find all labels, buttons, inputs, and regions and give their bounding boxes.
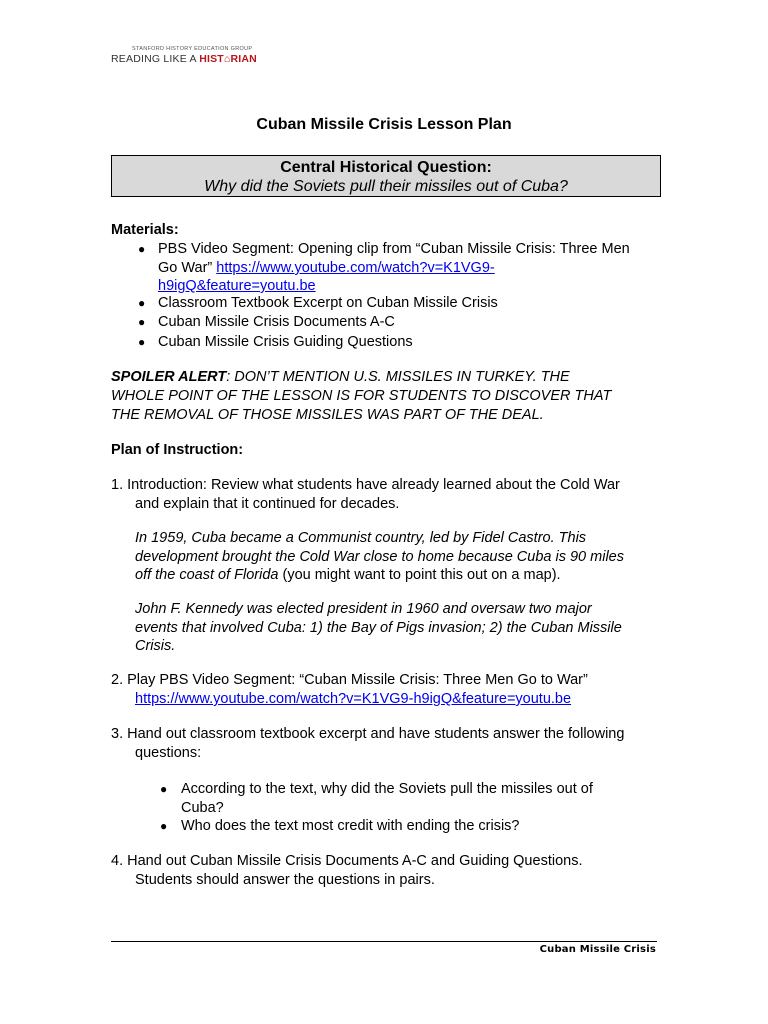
materials-item-1-line-1: PBS Video Segment: Opening clip from “Cuban Missile Crisis: Three Men	[158, 241, 630, 257]
materials-item-4: Cuban Missile Crisis Guiding Questions	[158, 334, 413, 350]
step-3-question-2: Who does the text most credit with ending the crisis?	[181, 818, 520, 834]
bullet-icon: ●	[160, 819, 168, 833]
step-1-line-2: and explain that it continued for decades.	[135, 496, 400, 512]
step-2-line-1: 2. Play PBS Video Segment: “Cuban Missile Crisis: Three Men Go to War”	[111, 672, 588, 688]
step-1-para-1-line-3	[135, 566, 561, 585]
materials-item-1-line-2	[158, 259, 495, 278]
bullet-icon: ●	[160, 782, 168, 796]
logo-text-a: READING LIKE A	[111, 53, 200, 65]
step-1-para-1-line-2: development brought the Cold War close to home because Cuba is 90 miles	[135, 549, 624, 565]
step-1-para-1-rest: (you might want to point this out on a map).	[278, 567, 561, 583]
footer-text: Cuban Missile Crisis	[539, 944, 656, 955]
logo-quill-icon: ⌂	[223, 53, 231, 65]
step-1-para-2-line-1: John F. Kennedy was elected president in 1960 and oversaw two major	[135, 601, 592, 617]
spoiler-line-2: WHOLE POINT OF THE LESSON IS FOR STUDENTS TO DISCOVER THAT	[111, 388, 612, 404]
materials-item-3: Cuban Missile Crisis Documents A-C	[158, 314, 395, 330]
spoiler-label: SPOILER ALERT	[111, 369, 227, 385]
step-1-para-2-line-3: Crisis.	[135, 638, 176, 654]
step-1-para-1-line-1: In 1959, Cuba became a Communist country, led by Fidel Castro. This	[135, 530, 587, 546]
step-3-line-1: 3. Hand out classroom textbook excerpt and have students answer the following	[111, 726, 625, 742]
plan-heading: Plan of Instruction:	[111, 442, 244, 458]
step-4-line-1: 4. Hand out Cuban Missile Crisis Documents A-C and Guiding Questions.	[111, 853, 583, 869]
logo-text-b: HIST	[199, 53, 224, 65]
bullet-icon: ●	[138, 335, 146, 349]
spoiler-line-1	[111, 368, 570, 387]
step-1-para-2-line-2: events that involved Cuba: 1) the Bay of Pigs invasion; 2) the Cuban Missile	[135, 620, 622, 636]
footer-divider	[111, 941, 657, 942]
spoiler-line-3: THE REMOVAL OF THOSE MISSILES WAS PART OF THE DEAL.	[111, 407, 544, 423]
bullet-icon: ●	[138, 315, 146, 329]
spoiler-text-1: : DON’T MENTION U.S. MISSILES IN TURKEY. THE	[226, 369, 570, 385]
bullet-icon: ●	[138, 296, 146, 310]
step-3-line-2: questions:	[135, 745, 202, 761]
materials-item-1-text: Go War”	[158, 260, 217, 276]
logo-wordmark	[111, 53, 257, 66]
video-link-part-1[interactable]: https://www.youtube.com/watch?v=K1VG9-	[216, 260, 495, 276]
logo-organization: STANFORD HISTORY EDUCATION GROUP	[132, 46, 253, 52]
central-question-text: Why did the Soviets pull their missiles out of Cuba?	[204, 178, 568, 195]
video-link-part-2[interactable]: h9igQ&feature=youtu.be	[158, 278, 316, 294]
step-3-question-1-line-2: Cuba?	[181, 800, 224, 816]
bullet-icon: ●	[138, 242, 146, 256]
step-2-video-link[interactable]: https://www.youtube.com/watch?v=K1VG9-h9igQ&feature=youtu.be	[135, 691, 572, 707]
page-title: Cuban Missile Crisis Lesson Plan	[256, 116, 512, 133]
logo-text-c: RIAN	[230, 53, 257, 65]
step-3-question-1-line-1: According to the text, why did the Soviets pull the missiles out of	[181, 781, 593, 797]
step-4-line-2: Students should answer the questions in pairs.	[135, 872, 435, 888]
materials-item-2: Classroom Textbook Excerpt on Cuban Missile Crisis	[158, 295, 498, 311]
step-2-line-2	[135, 690, 571, 709]
central-question-box	[111, 155, 661, 197]
central-question-label: Central Historical Question:	[280, 159, 492, 176]
materials-heading: Materials:	[111, 222, 179, 238]
step-1-para-1-italic: off the coast of Florida	[135, 567, 279, 583]
step-1-line-1: 1. Introduction: Review what students have already learned about the Cold War	[111, 477, 620, 493]
logo	[111, 46, 257, 66]
